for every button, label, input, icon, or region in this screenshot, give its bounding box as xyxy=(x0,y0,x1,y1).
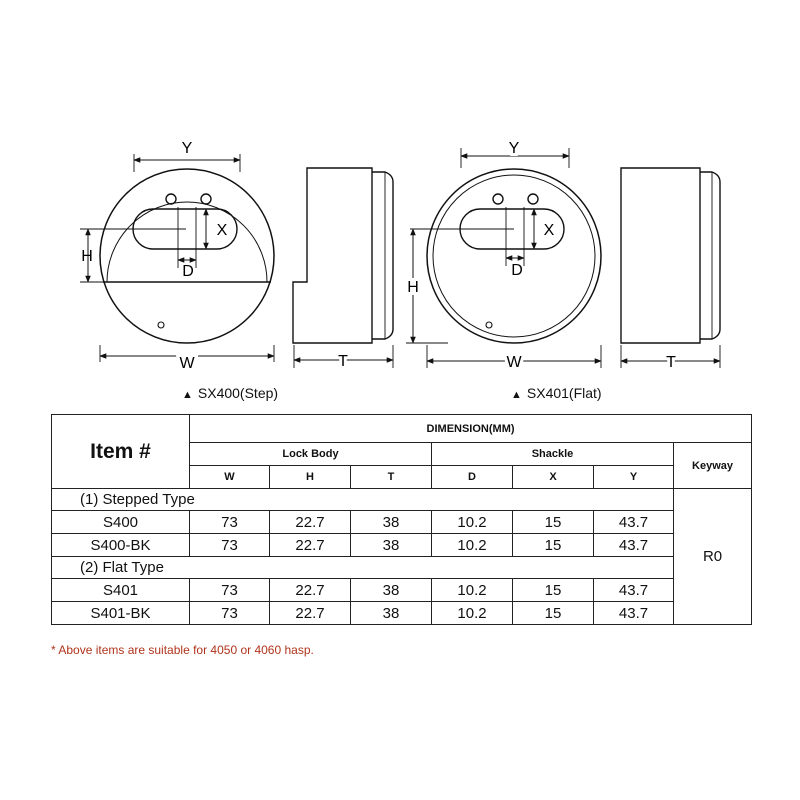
sx401-caption-text: SX401(Flat) xyxy=(526,385,602,401)
value-cell: 15 xyxy=(513,511,594,534)
triangle-up-icon: ▲ xyxy=(511,389,522,401)
value-cell: 22.7 xyxy=(270,579,351,602)
value-cell: 38 xyxy=(351,602,432,625)
sx400-caption xyxy=(182,385,278,401)
sx401-label-y: Y xyxy=(508,140,520,157)
value-cell: 73 xyxy=(190,534,270,557)
section-flat-type: (2) Flat Type xyxy=(52,557,674,579)
item-cell: S401-BK xyxy=(52,602,190,625)
sx401-front-view xyxy=(406,140,601,371)
triangle-up-icon: ▲ xyxy=(182,389,193,401)
table-row xyxy=(52,602,752,625)
sx401-label-x: X xyxy=(543,222,555,239)
table-row xyxy=(52,534,752,557)
value-cell: 43.7 xyxy=(594,534,674,557)
value-cell: 10.2 xyxy=(432,602,513,625)
value-cell: 43.7 xyxy=(594,579,674,602)
sx400-label-h: H xyxy=(81,248,93,265)
sx400-side-view xyxy=(293,168,393,370)
section-stepped-type: (1) Stepped Type xyxy=(52,489,674,511)
sx401-side-view xyxy=(621,168,720,371)
col-header-d: D xyxy=(432,466,513,489)
table-row xyxy=(52,511,752,534)
value-cell: 10.2 xyxy=(432,511,513,534)
value-cell: 43.7 xyxy=(594,511,674,534)
value-cell: 73 xyxy=(190,602,270,625)
col-header-w: W xyxy=(190,466,270,489)
sx400-front-view xyxy=(80,140,274,372)
item-header: Item # xyxy=(52,415,190,489)
shackle-header: Shackle xyxy=(432,443,674,466)
col-header-h: H xyxy=(270,466,351,489)
value-cell: 10.2 xyxy=(432,579,513,602)
value-cell: 15 xyxy=(513,602,594,625)
sx400-caption-text: SX400(Step) xyxy=(197,385,279,401)
col-header-y: Y xyxy=(594,466,674,489)
lock-body-header: Lock Body xyxy=(190,443,432,466)
dimension-table xyxy=(51,414,752,625)
sx400-label-y: Y xyxy=(181,140,193,157)
dimension-header: DIMENSION(MM) xyxy=(190,415,752,443)
value-cell: 22.7 xyxy=(270,602,351,625)
value-cell: 15 xyxy=(513,579,594,602)
sx401-label-w: W xyxy=(506,354,522,371)
value-cell: 43.7 xyxy=(594,602,674,625)
table-row xyxy=(52,579,752,602)
value-cell: 38 xyxy=(351,511,432,534)
value-cell: 22.7 xyxy=(270,534,351,557)
value-cell: 10.2 xyxy=(432,534,513,557)
sx400-label-t: T xyxy=(338,353,348,370)
footnote: * Above items are suitable for 4050 or 4060 hasp. xyxy=(51,643,314,657)
sx400-label-x: X xyxy=(216,222,228,239)
item-cell: S400-BK xyxy=(52,534,190,557)
value-cell: 73 xyxy=(190,511,270,534)
col-header-x: X xyxy=(513,466,594,489)
value-cell: 38 xyxy=(351,534,432,557)
sx400-label-d: D xyxy=(182,263,194,280)
item-cell: S400 xyxy=(52,511,190,534)
sx400-label-w: W xyxy=(179,355,195,372)
item-cell: S401 xyxy=(52,579,190,602)
keyway-value: R0 xyxy=(674,489,752,625)
value-cell: 38 xyxy=(351,579,432,602)
value-cell: 15 xyxy=(513,534,594,557)
value-cell: 22.7 xyxy=(270,511,351,534)
sx401-label-h: H xyxy=(407,279,419,296)
value-cell: 73 xyxy=(190,579,270,602)
sx401-caption xyxy=(511,385,602,401)
col-header-t: T xyxy=(351,466,432,489)
sx401-label-d: D xyxy=(511,262,523,279)
keyway-header: Keyway xyxy=(674,443,752,489)
sx401-label-t: T xyxy=(666,354,676,371)
